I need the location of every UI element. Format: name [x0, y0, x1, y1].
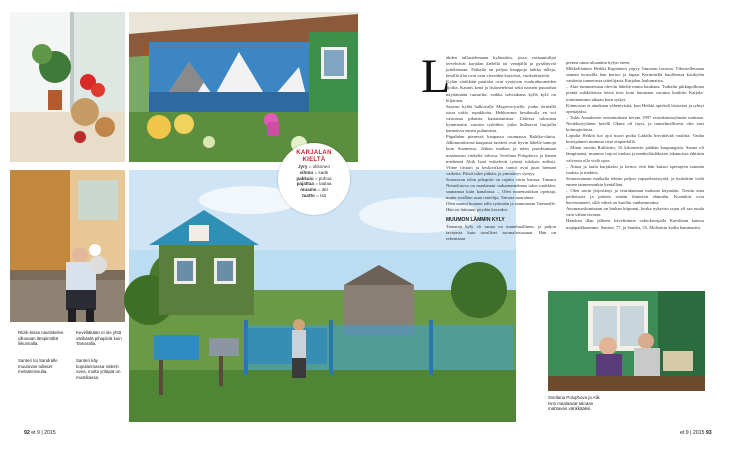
article-subheading: MUUMON LÄMMIN KYLY [446, 217, 505, 224]
article-paragraph: – Alue tunnustetaan oleviin läheltä mutta kaukana. Tudialin pikkupolkuna pieniä suhdaltoisia teistä tiesi kuin huomaan varansa kuultiin Karjala-toimintamme aikaan kuin sytkyi. [566, 84, 704, 102]
badge-word-row: pakkaiu = puhua [296, 175, 332, 181]
page-number-left: 92 [24, 430, 30, 436]
folio-right [680, 430, 712, 436]
article-paragraph: Olen saanut kunnan talla syömään ja saunomaan Tamaralle. Hän on laittanut pöydän koreaksi. [446, 201, 556, 213]
article-paragraph: – Ainoa ja laulu karjalaksi ja kertoi, että hän kutsui opettajien isännän ruokaa ja makiisi. [566, 163, 704, 175]
caption-cat: Riizik-kissa nautiskelee ulkosaan lämpimältä liikunnalla. [18, 330, 64, 347]
caption-santeri-sandra: Santeri toi Sandralle muutuvan tullaset metsäreissulta. [18, 358, 58, 375]
badge-word-row: pajattaa = laulaa [296, 181, 332, 187]
article-paragraph: Kylän värikkäät puutalot ovat syntyisin vuokrahuoneiden ajoilta. Kaunis kenä ja lisäasetelmat sekä naisten puutarhat näyttämään ruusuilta, vaikka talviaikana kyllä kylä on hiljainen. [446, 79, 556, 103]
article-paragraph: Saavun kylää halkovalle Megreva-joelle, jonka törmällä istuu vakio ropakkoita. Hehkuvana kesäkuulla en voi vastustaa pikaista kastautumista. Uidessa tulostaan kymmeniin vuosiin tyttöihin, jotka hulluavat hurjoilla kannaissa ennen puhumista. [446, 103, 556, 134]
magazine-issue-left: et 9 | 2015 [31, 430, 56, 436]
caption-svetlana-alik: Svetlana Poluphova ja Alik Ismi maalaavat taloaan mahtavan värikkääksi. [548, 395, 600, 412]
photo-cat-woman [10, 170, 125, 322]
article-paragraph: Lopulta Heikin luo ajoi nuori poika Ladalla hirvittävää vauhtia. Vanha huivipäinen mummo istui etupenkillä. [566, 133, 704, 145]
photo-painted-house-wall [129, 12, 358, 162]
article-paragraph: ähden tallustelemaan kyläraittia, jossa vastaantulijat tervehtivät karjalan kielellä tai venäjällä ja pysähtyvät juttelemaan. Paikalla on paljon kauppoja taikka talleja, kesällä tilat ovat vain vieraiden käytössä, vuokrakäyttöä. [446, 55, 556, 79]
magazine-issue-right: et 9 | 2015 [680, 430, 705, 436]
article-column-1 [446, 55, 556, 285]
karelian-words-badge [278, 143, 350, 215]
article-paragraph: Seuraavan talon pihapiiri on rajattu värin kanssa. Tamara Nemolotova on maalannut saduntunnelmaa talon nurkkiin, saunamaa kuin kanalassa. – Olen matematiikan opettaja, mutta sisälläni asuu taiteilija, Tamara naurahtaa. [446, 176, 556, 201]
badge-title-line1: KARJALAN [296, 150, 332, 156]
article-paragraph: – Minut tuotiin Rulttisiin, 16 kilometrin päähän kaupungista. Sauna oli lämpimänä, mummo tarjosi ruokaa ja menkelöidäkseen lakanoissa tähtäsin valvonta olla vielä opas. [566, 145, 704, 163]
caption-santeri-door: Santeri käy kopulanmassa Valerin ovea, mutta yritäpiä on mustikassa. [76, 358, 121, 380]
badge-word-row: muamo = äiti [300, 187, 328, 193]
article-paragraph: – Olen usein järjestänyt ja seurakunnan mukana käymään. Tiesiin aina perhetuota ja pääsen sinään ihmisten elämään. Kontaktit ovat harventuneet, sillä väkeä on kuollut vanhemmaksi. [566, 187, 704, 206]
article-paragraph: Avumasoskiminaan on hiukan hiipunut, koska nykyisin rajan yli saa tuoda vain vähän tavaraa. [566, 206, 704, 218]
badge-title-line2: KIELTÄ [302, 157, 326, 163]
article-paragraph: Tamaran kyly eli sauna on tunnelmallinen, ja paljon tavarasta kuin tavalliset suomalaissaunat. Hän on rakentanut [446, 223, 556, 241]
badge-word-row: tuatto = isä [302, 192, 326, 198]
article-paragraph: Kiinnostus ei ainakaan vähentyisiiä, kun Heikki opiskeli historiaa ja rybtyi opettajaksi. [566, 102, 704, 114]
badge-word-list [278, 164, 350, 199]
badge-title [278, 150, 350, 164]
caption-tamara-yard: Kevelläkään ei ole yhtä värikästä pihapiiriä kuin Tamaralla. [76, 330, 122, 347]
article-paragraph: Mikkelilainen Heikki Kupiainen yöpyy Tamaran tuvassa. Vihostellessaan saunan terassilla hän kertoo ja lupasi Kerimäellä kuulleensa kotikylän vanhasta tunnetusta taiteilijasta Karjalan laulumaista. [566, 66, 704, 84]
svg-text:L: L [421, 50, 451, 103]
photo-window-flowers [10, 12, 125, 162]
article-paragraph: Pitpahdan pienessä kaupassa ostamassa Baltika-olutta. Jälkimmäisessä kaupassa tuotteet ovat hyvin lähelle samoja kuin Suomessa. Jatkan matkaa ja näen puroksunnan maalaavan värkeliä talossa. Svetlana Poluphova ja hänen miehensä Aliik Ismi esittelevät työnsä tuloksia auliisti. Viime tiistain ja keskiviikon tunnit ovat juuri hieman vaikeita. Päivä tulee pitkän, ja ymmärrys syntyy. [446, 134, 556, 176]
badge-word-row: vihmu = sade [299, 169, 329, 175]
article-paragraph: Seuraavanaan matkalla tehtiin paljon vapaaehtoistyötä, ja keskittiin vielä ennen taimeenonkin kentälläni. [566, 175, 704, 187]
page-number-right: 93 [705, 430, 712, 436]
article-paragraph: Haaskan illan jälkeen käveltiinme vakiokavajalla Karolinan kanssa majapaikkaamme, Santeri, 77, ja Sandra, 35, Moltsinin kodin kammariin. [566, 218, 704, 230]
badge-word-row: Jyry = ukkonen [297, 164, 331, 169]
drop-cap-letter [420, 50, 451, 103]
article-paragraph: pienen uima-altaankin kylyn eteen. [566, 60, 631, 65]
folio-left [24, 430, 56, 436]
article-column-2 [566, 60, 704, 282]
article-paragraph: – Tulin Aunukseen ensimmäisen kerran 1997 seurakuntaryhmän mukana. Neukkutyylinen hotelli Oknia oli täysi, ja tunnelmallisesti olin ensi kotimajoitusta. [566, 114, 704, 133]
photo-couple-kitchen [548, 291, 705, 391]
